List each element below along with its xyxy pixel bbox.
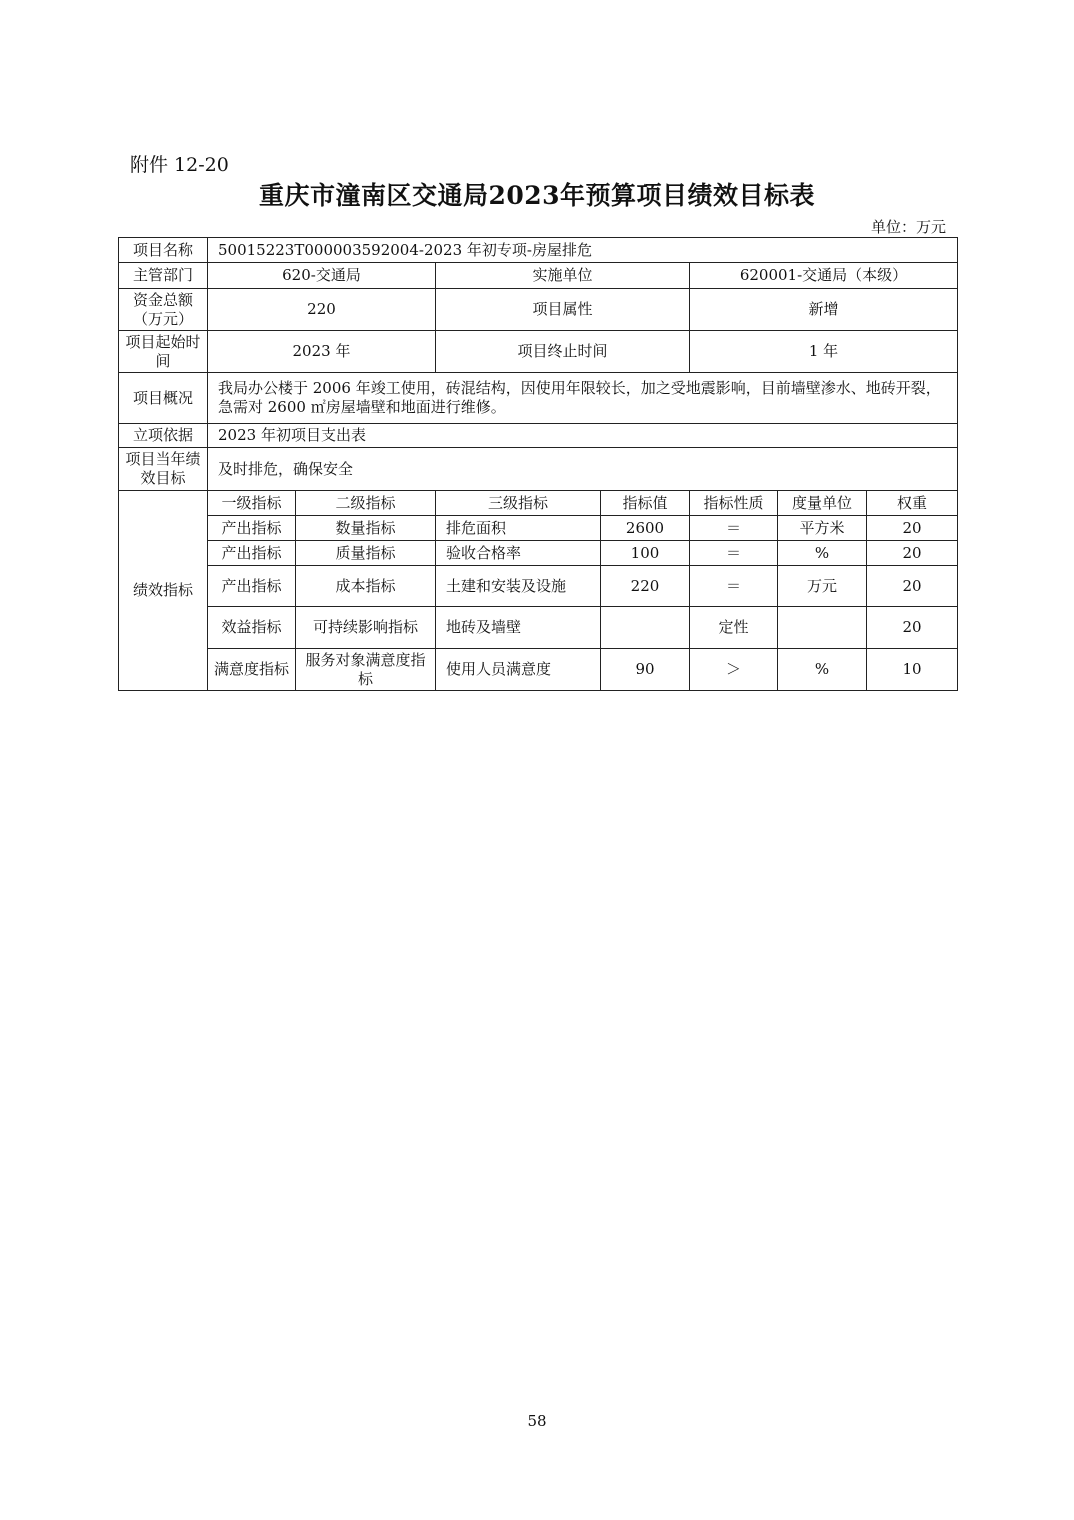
indicator-cell: % xyxy=(778,541,867,566)
indicator-cell: 效益指标 xyxy=(208,607,296,649)
row-funds xyxy=(119,289,958,331)
row-basis xyxy=(119,424,958,448)
indicator-cell: 成本指标 xyxy=(296,566,436,607)
indicator-cell: 10 xyxy=(867,649,958,691)
end-label: 项目终止时间 xyxy=(436,331,690,373)
indicator-cell: 产出指标 xyxy=(208,516,296,541)
indicator-cell: 万元 xyxy=(778,566,867,607)
indicator-cell: ＝ xyxy=(690,566,778,607)
row-department xyxy=(119,263,958,289)
indicator-cell: 地砖及墙壁 xyxy=(436,607,601,649)
indicator-cell: ＝ xyxy=(690,541,778,566)
project-name-value: 50015223T000003592004-2023 年初专项-房屋排危 xyxy=(208,238,958,263)
impl-unit-value: 620001-交通局（本级） xyxy=(690,263,958,289)
indicator-cell: 质量指标 xyxy=(296,541,436,566)
overview-value: 我局办公楼于 2006 年竣工使用，砖混结构，因使用年限较长，加之受地震影响，目前墙壁渗水、地砖开裂，急需对 2600 ㎡房屋墙壁和地面进行维修。 xyxy=(208,373,958,424)
indicator-cell: ＝ xyxy=(690,516,778,541)
indicator-cell: 100 xyxy=(601,541,690,566)
indicator-header-row xyxy=(119,491,958,516)
indicator-cell: 使用人员满意度 xyxy=(436,649,601,691)
funds-label: 资金总额（万元） xyxy=(119,289,208,331)
end-value: 1 年 xyxy=(690,331,958,373)
start-label: 项目起始时间 xyxy=(119,331,208,373)
header-cell: 三级指标 xyxy=(436,491,601,516)
document-title: 重庆市潼南区交通局2023年预算项目绩效目标表 xyxy=(258,181,816,210)
project-name-label: 项目名称 xyxy=(119,238,208,263)
attachment-label: 附件 12-20 xyxy=(130,154,229,176)
basis-label: 立项依据 xyxy=(119,424,208,448)
indicator-cell: 数量指标 xyxy=(296,516,436,541)
indicator-cell: 排危面积 xyxy=(436,516,601,541)
indicator-cell: % xyxy=(778,649,867,691)
department-label: 主管部门 xyxy=(119,263,208,289)
indicators-label: 绩效指标 xyxy=(119,491,208,691)
header-cell: 二级指标 xyxy=(296,491,436,516)
indicator-cell: 可持续影响指标 xyxy=(296,607,436,649)
indicator-row xyxy=(119,541,958,566)
indicator-row xyxy=(119,516,958,541)
indicator-cell: 90 xyxy=(601,649,690,691)
page-number: 58 xyxy=(527,1412,547,1430)
indicator-row xyxy=(119,649,958,691)
indicator-cell: 20 xyxy=(867,516,958,541)
indicator-cell xyxy=(778,607,867,649)
project-attr-label: 项目属性 xyxy=(436,289,690,331)
indicator-cell: 20 xyxy=(867,607,958,649)
indicator-cell: 定性 xyxy=(690,607,778,649)
header-cell: 指标值 xyxy=(601,491,690,516)
indicator-cell: 服务对象满意度指标 xyxy=(296,649,436,691)
indicator-cell xyxy=(601,607,690,649)
unit-label: 单位：万元 xyxy=(870,218,946,236)
indicator-cell: 20 xyxy=(867,541,958,566)
project-attr-value: 新增 xyxy=(690,289,958,331)
basis-value: 2023 年初项目支出表 xyxy=(208,424,958,448)
indicator-row xyxy=(119,566,958,607)
row-project-name xyxy=(119,238,958,263)
indicator-cell: 土建和安装及设施 xyxy=(436,566,601,607)
indicator-row xyxy=(119,607,958,649)
indicator-cell: 验收合格率 xyxy=(436,541,601,566)
performance-table xyxy=(118,237,958,691)
funds-value: 220 xyxy=(208,289,436,331)
row-overview xyxy=(119,373,958,424)
indicator-cell: 220 xyxy=(601,566,690,607)
header-cell: 权重 xyxy=(867,491,958,516)
header-cell: 指标性质 xyxy=(690,491,778,516)
indicator-cell: 产出指标 xyxy=(208,541,296,566)
row-start xyxy=(119,331,958,373)
department-value: 620-交通局 xyxy=(208,263,436,289)
row-goal xyxy=(119,448,958,491)
goal-label: 项目当年绩效目标 xyxy=(119,448,208,491)
indicator-cell: ＞ xyxy=(690,649,778,691)
overview-label: 项目概况 xyxy=(119,373,208,424)
indicator-cell: 20 xyxy=(867,566,958,607)
start-value: 2023 年 xyxy=(208,331,436,373)
indicator-cell: 满意度指标 xyxy=(208,649,296,691)
header-cell: 度量单位 xyxy=(778,491,867,516)
indicator-cell: 产出指标 xyxy=(208,566,296,607)
goal-value: 及时排危，确保安全 xyxy=(208,448,958,491)
indicator-cell: 2600 xyxy=(601,516,690,541)
header-cell: 一级指标 xyxy=(208,491,296,516)
impl-unit-label: 实施单位 xyxy=(436,263,690,289)
indicator-cell: 平方米 xyxy=(778,516,867,541)
